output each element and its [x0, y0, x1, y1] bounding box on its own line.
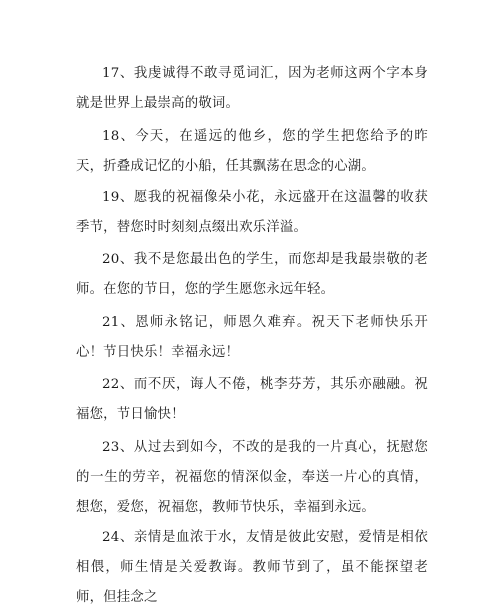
paragraph-18: 18、今天，在遥远的他乡，您的学生把您给予的昨天，折叠成记忆的小船，任其飘荡在思念的心湖。	[76, 129, 428, 174]
paragraph-24: 24、亲情是血浓于水，友情是彼此安慰，爱情是相依相偎，师生情是关爱教诲。教师节到了，虽不能探望老师，但挂念之	[76, 530, 428, 605]
paragraph-23: 23、从过去到如今，不改的是我的一片真心，抚慰您的一生的劳辛，祝福您的情深似金，奉送一片心的真情，想您，爱您，祝福您，教师节快乐，幸福到永远。	[76, 440, 428, 515]
paragraph-20: 20、我不是您最出色的学生，而您却是我最崇敬的老师。在您的节日，您的学生愿您永远年轻。	[76, 252, 428, 297]
paragraph-17: 17、我虔诚得不敢寻觅词汇，因为老师这两个字本身就是世界上最崇高的敬词。	[76, 66, 428, 111]
paragraph-21: 21、恩师永铭记，师恩久难弃。祝天下老师快乐开心！节日快乐！幸福永远！	[76, 315, 428, 360]
paragraph-19: 19、愿我的祝福像朵小花，永远盛开在这温馨的收获季节，替您时时刻刻点缀出欢乐洋溢。	[76, 190, 428, 235]
paragraph-22: 22、而不厌，诲人不倦，桃李芬芳，其乐亦融融。祝福您，节日愉快！	[76, 377, 428, 422]
